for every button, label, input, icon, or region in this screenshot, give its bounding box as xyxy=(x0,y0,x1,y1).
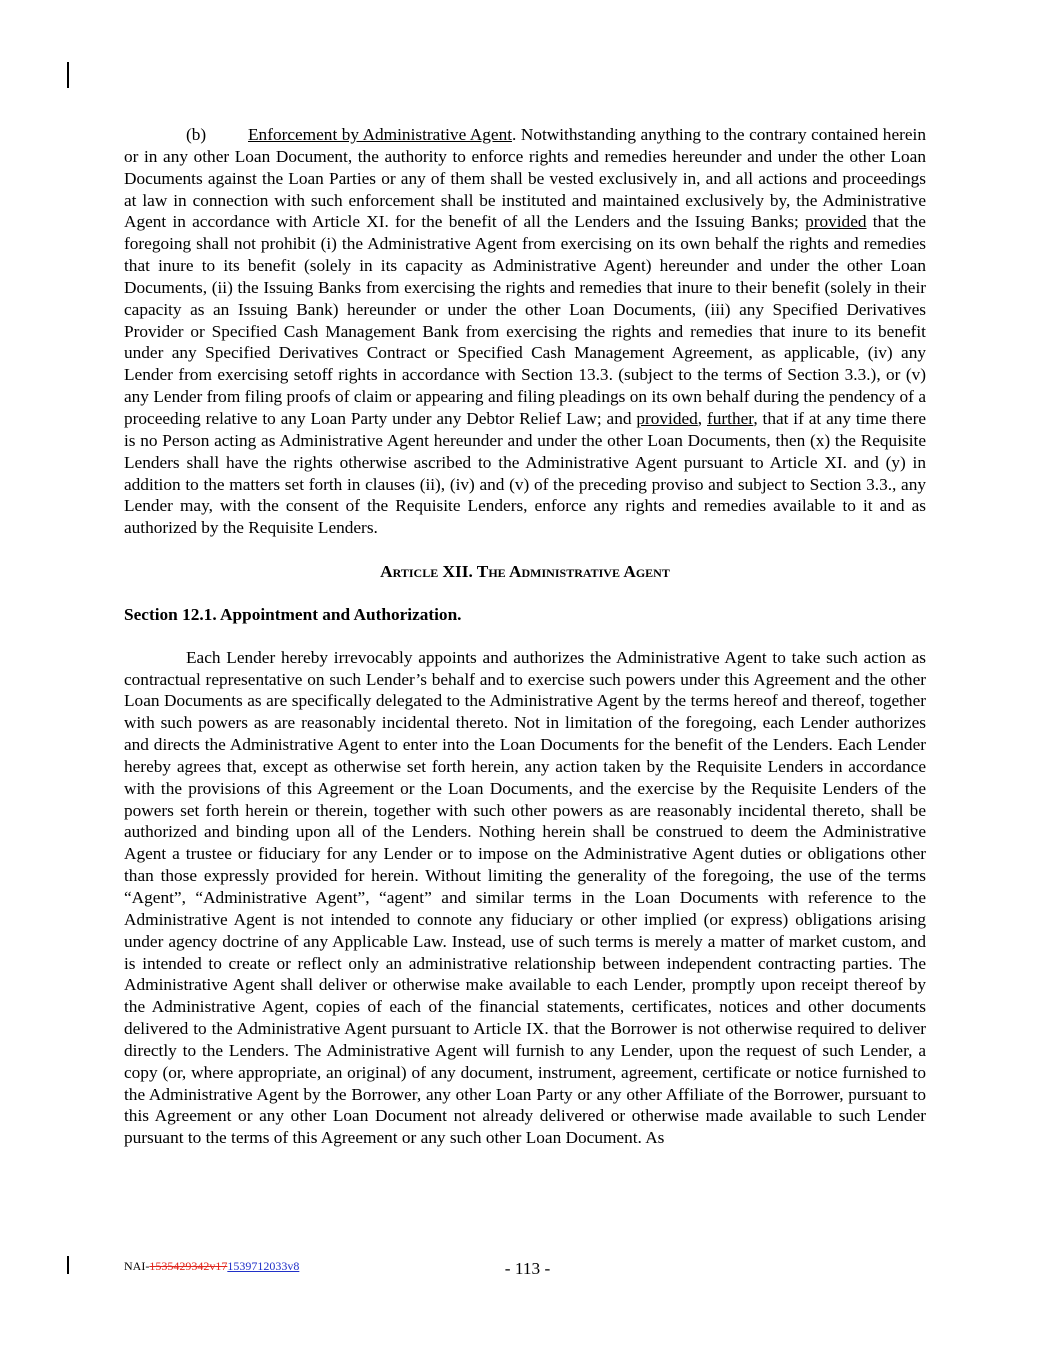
section-heading: Section 12.1. Appointment and Authorization. xyxy=(124,604,462,624)
page-number-text: - 113 - xyxy=(504,1259,551,1278)
deleted-document-id: 1535429342v17 xyxy=(149,1259,228,1273)
inserted-document-id: 1539712033v8 xyxy=(227,1259,300,1273)
further-term: further xyxy=(707,408,754,428)
section-body: Each Lender hereby irrevocably appoints and authorizes the Administrative Agent to take such action as contractual representative on such Lender’s behalf and to exercise such powers under this Agreement and the other Loan Documents as are specifically delegated to the Administrative Agent by the terms hereof and thereof, together with such powers as are reasonably incidental thereto. Not in limitation of the foregoing, each Lender authorizes and directs the Administrative Agent to enter into the Loan Documents for the benefit of the Lenders. Each Lender hereby agrees that, except as otherwise set forth herein, any action taken by the Requisite Lenders in accordance with the provisions of this Agreement or the Loan Documents, and the exercise by the Requisite Lenders of the powers set forth herein or therein, together with such other powers as are reasonably incidental thereto, shall be authorized and binding upon all of the Lenders. Nothing herein shall be construed to deem the Administrative Agent a trustee or fiduciary for any Lender or to impose on the Administrative Agent duties or obligations other than those expressly provided for herein. Without limiting the generality of the foregoing, the use of the terms “Agent”, “Administrative Agent”, “agent” and similar terms in the Loan Documents with reference to the Administrative Agent is not intended to connote any fiduciary or other implied (or express) obligations arising under agency doctrine of any Applicable Law. Instead, use of such terms is merely a matter of market custom, and is intended to create or reflect only an administrative relationship between independent contracting parties. The Administrative Agent shall deliver or otherwise make available to each Lender, promptly upon receipt thereof by the Administrative Agent, copies of each of the financial statements, certificates, notices and other documents delivered to the Administrative Agent pursuant to Article IX. that the Borrower is not otherwise required to deliver directly to the Lenders. The Administrative Agent will furnish to any Lender, upon the request of such Lender, a copy (or, where appropriate, an original) of any document, instrument, agreement, certificate or notice furnished to the Administrative Agent by the Borrower, any other Loan Party or any other Affiliate of the Borrower, pursuant to this Agreement or any other Loan Document not already delivered or otherwise made available to such Lender pursuant to the terms of this Agreement or any such other Loan Document. As xyxy=(124,647,926,1148)
document-id-prefix: NAI- xyxy=(124,1259,150,1273)
provided-term-1: provided xyxy=(805,212,867,232)
change-bar-top xyxy=(67,62,69,88)
provided-term-2: provided xyxy=(636,408,698,428)
paragraph-heading: Enforcement by Administrative Agent xyxy=(248,125,513,144)
paragraph-text-1: . Notwithstanding anything to the contrary contained herein or in any other Loan Document, the authority to enforce rights and remedies hereunder and under the other Loan Documents against the Loan Parties or any of them shall be vested exclusively in, and all actions and proceedings at law in connection with such enforcement shall be instituted and maintained exclusively by, the Administrative Agent in accordance with Article XI. for the benefit of all the Lenders and the Issuing Banks; xyxy=(124,125,926,232)
paragraph-b xyxy=(124,124,926,539)
paragraph-marker: (b) xyxy=(186,125,207,144)
article-title: Article XII. The Administrative Agent xyxy=(380,562,670,582)
comma-separator: , xyxy=(697,408,707,428)
page-number xyxy=(0,1259,1055,1279)
paragraph-text-2: that the foregoing shall not prohibit (i) the Administrative Agent from exercising on its own behalf the rights and remedies that inure to its benefit (solely in its capacity as Administrative Agent) hereunder and under the other Loan Documents, (ii) the Issuing Banks from exercising the rights and remedies that inure to their benefit (solely in their capacity as an Issuing Bank) hereunder or under the other Loan Documents, (iii) any Specified Derivatives Provider or Specified Cash Management Bank from exercising the rights and remedies that inure to its benefit under any Specified Derivatives Contract or Specified Cash Management Agreement, as applicable, (iv) any Lender from exercising setoff rights in accordance with Section 13.3. (subject to the terms of Section 3.3.), or (v) any Lender from filing proofs of claim or appearing and filing pleadings on its own behalf during the pendency of a proceeding relative to any Loan Party under any Debtor Relief Law; and xyxy=(124,212,926,428)
page-body xyxy=(124,124,926,1149)
paragraph-text-3: , that if at any time there is no Person acting as Administrative Agent hereunder and under the other Loan Documents, then (x) the Requisite Lenders shall have the rights otherwise ascribed to the Administrative Agent pursuant to Article XI. and (y) in addition to the matters set forth in clauses (ii), (iv) and (v) of the preceding proviso and subject to Section 3.3., any Lender may, with the consent of the Requisite Lenders, enforce any rights and remedies available to it and as authorized by the Requisite Lenders. xyxy=(124,408,927,538)
